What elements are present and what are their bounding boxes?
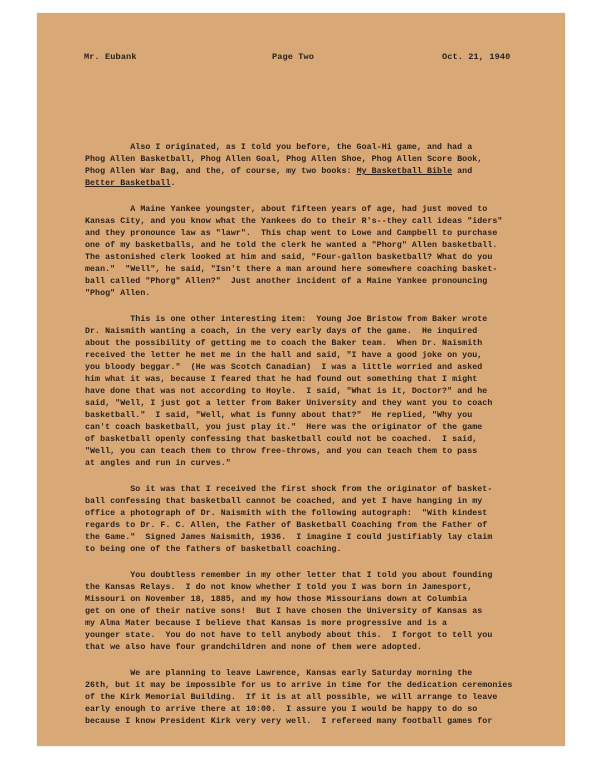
text-line: early enough to arrive there at 10:00. I assure you I would be happy to do so <box>85 705 478 714</box>
text-line: my Alma Mater because I believe that Kansas is more progressive and is a <box>85 619 448 628</box>
text-line: Also I originated, as I told you before, the Goal-Hi game, and had a <box>85 143 473 152</box>
text-line: A Maine Yankee youngster, about fifteen years of age, had just moved to <box>85 205 488 214</box>
text-line: 26th, but it may be impossible for us to arrive in time for the dedication ceremonies <box>85 681 513 690</box>
text-span: Phog Allen War Bag, and the, of course, my two books: <box>85 167 357 176</box>
text-line: You doubtless remember in my other letter that I told you about founding <box>85 571 493 580</box>
text-line: Dr. Naismith wanting a coach, in the very early days of the game. He inquired <box>85 327 478 336</box>
text-line: one of my basketballs, and he told the clerk he wanted a "Phorg" Allen basketball. <box>85 241 498 250</box>
text-line: him what it was, because I feared that he had found out something that I might <box>85 375 478 384</box>
text-line: to being one of the fathers of basketball coaching. <box>85 545 342 554</box>
text-line: Phog Allen Basketball, Phog Allen Goal, Phog Allen Shoe, Phog Allen Score Book, <box>85 155 483 164</box>
text-line: The astonished clerk looked at him and said, "Four-gallon basketball? What do you <box>85 253 493 262</box>
text-line: of basketball openly confessing that basketball could not be coached. I said, <box>85 435 478 444</box>
text-line: get on one of their native sons! But I have chosen the University of Kansas as <box>85 607 483 616</box>
book-title-underlined: Better Basketball <box>85 179 171 188</box>
text-line: the Kansas Relays. I do not know whether I told you I was born in Jamesport, <box>85 583 473 592</box>
text-line: because I know President Kirk very very well. I refereed many football games for <box>85 717 493 726</box>
recipient-header: Mr. Eubank <box>84 52 137 62</box>
text-line: mean." "Well", he said, "Isn't there a man around here somewhere coaching basket- <box>85 265 498 274</box>
text-line: office a photograph of Dr. Naismith with the following autograph: "With kindest <box>85 509 488 518</box>
text-line: the Game." Signed James Naismith, 1936. I imagine I could justifiably lay claim <box>85 533 493 542</box>
text-line: at angles and run in curves." <box>85 459 231 468</box>
text-line: Missouri on November 18, 1885, and my how those Missourians down at Columbia <box>85 595 468 604</box>
text-line: "Well, you can teach them to throw free-throws, and you can teach them to pass <box>85 447 478 456</box>
text-line: basketball." I said, "Well, what is funny about that?" He replied, "Why you <box>85 411 473 420</box>
text-line: can't coach basketball, you just play it." Here was the originator of the game <box>85 423 483 432</box>
page-number: Page Two <box>272 52 315 62</box>
text-line: We are planning to leave Lawrence, Kansas early Saturday morning the <box>85 669 473 678</box>
letter-date: Oct. 21, 1940 <box>442 52 511 62</box>
book-title-underlined: My Basketball Bible <box>356 167 453 176</box>
text-line-with-book-title <box>85 168 472 176</box>
text-line: and they pronounce law as "lawr". This chap went to Lowe and Campbell to purchase <box>85 229 498 238</box>
text-line-book-title <box>85 180 176 188</box>
text-line: This is one other interesting item: Young Joe Bristow from Baker wrote <box>85 315 488 324</box>
text-line: ball confessing that basketball cannot be coached, and yet I have hanging in my <box>85 497 483 506</box>
text-span: . <box>170 179 176 188</box>
text-line: you bloody beggar." (He was Scotch Canadian) I was a little worried and asked <box>85 363 483 372</box>
text-line: ball called "Phorg" Allen?" Just another incident of a Maine Yankee pronouncing <box>85 277 488 286</box>
text-line: about the possibility of getting me to coach the Baker team. When Dr. Naismith <box>85 339 483 348</box>
text-line: have done that was not according to Hoyle. I said, "What is it, Doctor?" and he <box>85 387 488 396</box>
text-line: So it was that I received the first shock from the originator of basket- <box>85 485 493 494</box>
text-span: and <box>452 167 473 176</box>
text-line: regards to Dr. F. C. Allen, the Father of Basketball Coaching from the Father of <box>85 521 488 530</box>
text-line: said, "Well, I just got a letter from Baker University and they want you to coach <box>85 399 493 408</box>
text-line: younger state. You do not have to tell anybody about this. I forgot to tell you <box>85 631 493 640</box>
text-line: Kansas City, and you know what the Yankees do to their R's--they call ideas "iders" <box>85 217 503 226</box>
text-line: that we also have four grandchildren and none of them were adopted. <box>85 643 422 652</box>
text-line: received the letter he met me in the hall and said, "I have a good joke on you, <box>85 351 483 360</box>
letter-page <box>37 13 565 746</box>
text-line: "Phog" Allen. <box>85 289 151 298</box>
text-line: of the Kirk Memorial Building. If it is at all possible, we will arrange to leave <box>85 693 498 702</box>
